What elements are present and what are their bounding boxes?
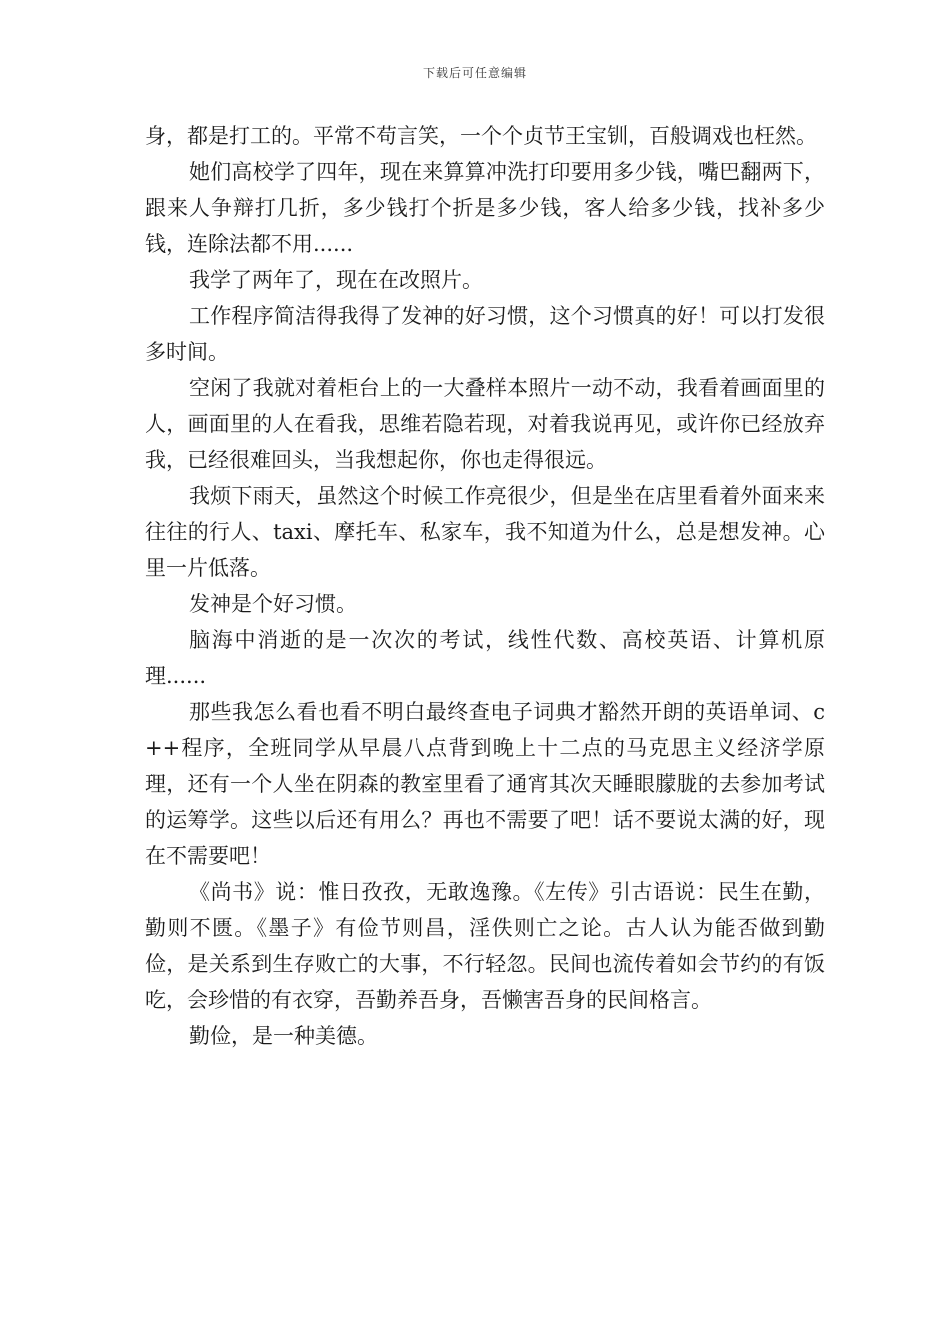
- paragraph: 勤俭，是一种美德。: [189, 1024, 378, 1048]
- paragraph: 她们高校学了四年，现在来算算冲洗打印要用多少钱，嘴巴翻两下，跟来人争辩打几折，多少钱打个折是多少钱，客人给多少钱，找补多少钱，连除法都不用......: [145, 160, 825, 256]
- page-header: 下载后可任意编辑: [422, 66, 527, 80]
- document-body: [145, 118, 825, 1054]
- paragraph: 空闲了我就对着柜台上的一大叠样本照片一动不动，我看着画面里的人，画面里的人在看我，思维若隐若现，对着我说再见，或许你已经放弃我，已经很难回头，当我想起你，你也走得很远。: [145, 376, 825, 472]
- paragraph: 身，都是打工的。平常不苟言笑，一个个贞节王宝钏，百般调戏也枉然。: [145, 124, 817, 148]
- paragraph: 那些我怎么看也看不明白最终查电子词典才豁然开朗的英语单词、c++程序，全班同学从早晨八点背到晚上十二点的马克思主义经济学原理，还有一个人坐在阴森的教室里看了通宵其次天睡眼朦胧的去参加考试的运筹学。这些以后还有用么？再也不需要了吧！话不要说太满的好，现在不需要吧！: [145, 700, 825, 868]
- paragraph: 工作程序简洁得我得了发神的好习惯，这个习惯真的好！可以打发很多时间。: [145, 304, 825, 364]
- paragraph: 发神是个好习惯。: [189, 592, 357, 616]
- paragraph: 《尚书》说：惟日孜孜，无敢逸豫。《左传》引古语说：民生在勤，勤则不匮。《墨子》有俭节则昌，淫佚则亡之论。古人认为能否做到勤俭，是关系到生存败亡的大事，不行轻忽。民间也流传着如会节约的有饭吃，会珍惜的有衣穿，吾勤养吾身，吾懒害吾身的民间格言。: [145, 880, 825, 1012]
- paragraph: 我烦下雨天，虽然这个时候工作亮很少，但是坐在店里看着外面来来往往的行人、taxi、摩托车、私家车，我不知道为什么，总是想发神。心里一片低落。: [145, 484, 825, 580]
- paragraph: 我学了两年了，现在在改照片。: [189, 268, 483, 292]
- paragraph: 脑海中消逝的是一次次的考试，线性代数、高校英语、计算机原理......: [145, 628, 825, 688]
